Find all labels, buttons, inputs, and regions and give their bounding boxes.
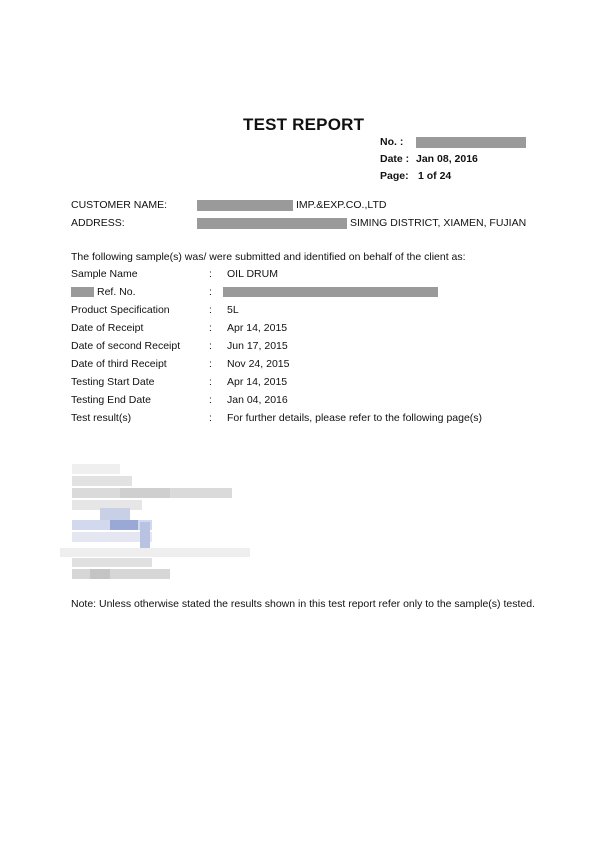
field-colon: : xyxy=(209,394,212,406)
field-label-test-results: Test result(s) xyxy=(71,412,132,424)
field-value-testing-start: Apr 14, 2015 xyxy=(227,376,288,388)
page-label: Page: xyxy=(380,170,409,182)
field-colon: : xyxy=(209,358,212,370)
field-colon: : xyxy=(209,268,212,280)
field-label-second-receipt: Date of second Receipt xyxy=(71,340,181,352)
report-no-label: No. : xyxy=(380,136,404,148)
field-label-testing-end: Testing End Date xyxy=(71,394,151,406)
field-colon: : xyxy=(209,376,212,388)
customer-name-redaction xyxy=(197,200,293,211)
field-label-third-receipt: Date of third Receipt xyxy=(71,358,167,370)
report-no-redaction xyxy=(416,137,526,148)
report-title: TEST REPORT xyxy=(243,115,365,134)
field-label-testing-start: Testing Start Date xyxy=(71,376,155,388)
address-redaction xyxy=(197,218,347,229)
intro-text: The following sample(s) was/ were submitted and identified on behalf of the client as: xyxy=(71,251,466,263)
field-value-test-results: For further details, please refer to the following page(s) xyxy=(227,412,483,424)
field-label-date-of-receipt: Date of Receipt xyxy=(71,322,144,334)
page-value: 1 of 24 xyxy=(418,170,452,182)
address-value: SIMING DISTRICT, XIAMEN, FUJIAN xyxy=(350,217,527,229)
field-colon: : xyxy=(209,340,212,352)
field-value-second-receipt: Jun 17, 2015 xyxy=(227,340,288,352)
field-colon: : xyxy=(209,304,212,316)
field-value-product-spec: 5L xyxy=(227,304,239,316)
address-label: ADDRESS: xyxy=(71,217,125,229)
date-value: Jan 08, 2016 xyxy=(416,153,478,165)
field-label-sample-name: Sample Name xyxy=(71,268,138,280)
ref-no-redaction xyxy=(223,287,438,297)
field-value-sample-name: OIL DRUM xyxy=(227,268,278,280)
customer-name-label: CUSTOMER NAME: xyxy=(71,199,168,211)
field-label-ref-no: Ref. No. xyxy=(97,286,136,298)
field-colon: : xyxy=(209,322,212,334)
field-value-third-receipt: Nov 24, 2015 xyxy=(227,358,290,370)
ref-prefix-redaction xyxy=(71,287,94,297)
field-value-testing-end: Jan 04, 2016 xyxy=(227,394,288,406)
blurred-signature-block xyxy=(60,458,260,588)
field-colon: : xyxy=(209,286,212,298)
date-label: Date : xyxy=(380,153,410,165)
customer-name-value: IMP.&EXP.CO.,LTD xyxy=(296,199,387,211)
field-label-product-spec: Product Specification xyxy=(71,304,170,316)
field-colon: : xyxy=(209,412,212,424)
field-value-date-of-receipt: Apr 14, 2015 xyxy=(227,322,288,334)
footer-note: Note: Unless otherwise stated the results shown in this test report refer only to the sample(s) tested. xyxy=(71,598,535,610)
